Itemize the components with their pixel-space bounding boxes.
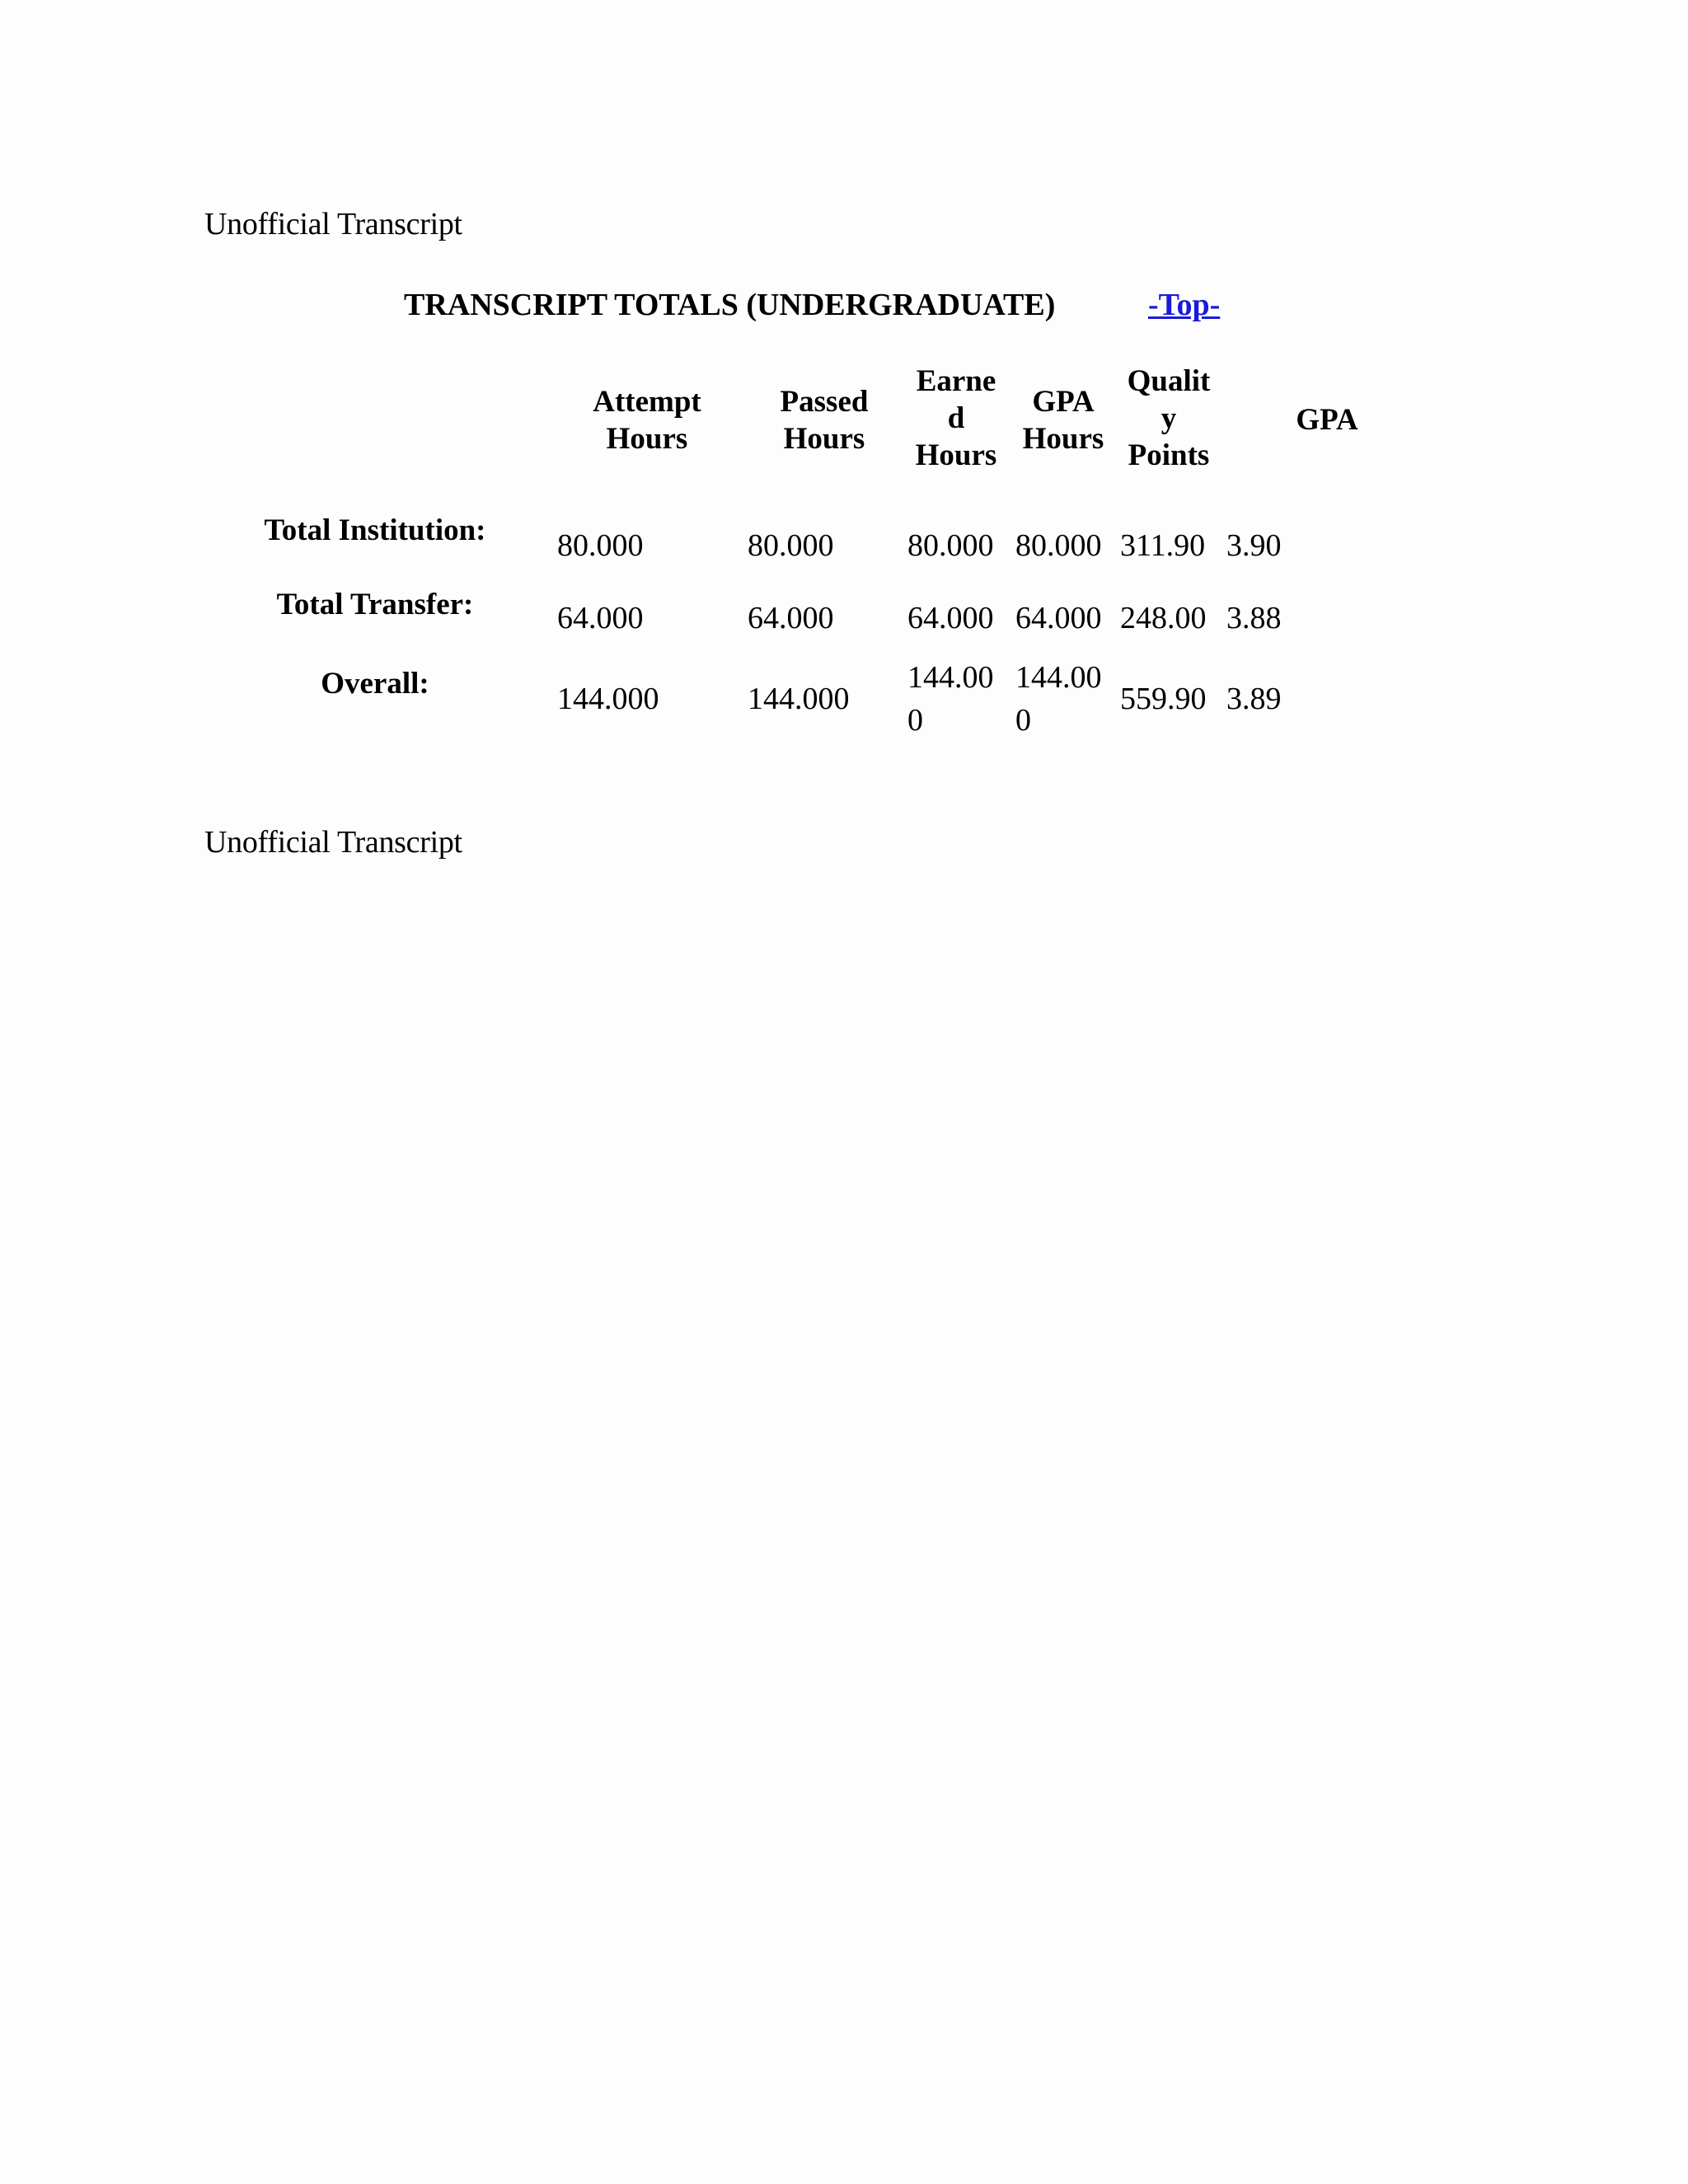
cell-line: 144.00 [907, 660, 994, 695]
top-link[interactable]: -Top- [1148, 288, 1221, 322]
column-header-gpa-hours [1014, 383, 1113, 457]
cell-line: 144.00 [1015, 660, 1102, 695]
cell-gpa-hours: 80.000 [1015, 528, 1102, 563]
cell-gpa: 3.88 [1226, 601, 1282, 635]
column-header-line: Hours [1022, 422, 1104, 456]
cell-earned-hours: 64.000 [907, 601, 994, 635]
column-header-line: Hours [606, 422, 688, 456]
cell-quality-points: 311.90 [1120, 528, 1206, 563]
row-label-total-institution: Total Institution: [264, 513, 486, 547]
row-label-overall: Overall: [321, 667, 429, 701]
column-header-line: Qualit [1127, 364, 1211, 398]
cell-attempt-hours: 80.000 [557, 528, 644, 563]
column-header-earned-hours [907, 363, 1006, 474]
cell-gpa-hours: 64.000 [1015, 601, 1102, 635]
cell-quality-points: 248.00 [1120, 601, 1207, 635]
page-header: Unofficial Transcript [204, 207, 462, 241]
cell-attempt-hours: 144.000 [557, 682, 659, 716]
cell-gpa: 3.89 [1226, 682, 1282, 716]
column-header-line: Passed [780, 385, 869, 419]
column-header-line: Hours [915, 438, 997, 472]
cell-attempt-hours: 64.000 [557, 601, 644, 635]
cell-quality-points: 559.90 [1120, 682, 1207, 716]
column-header-attempt-hours [577, 383, 717, 457]
column-header-line: Points [1128, 438, 1210, 472]
cell-passed-hours: 80.000 [748, 528, 834, 563]
column-header-passed-hours [758, 383, 890, 457]
column-header-line: Earne [916, 364, 996, 398]
cell-line: 0 [907, 703, 923, 738]
column-header-line: Attempt [593, 385, 701, 419]
page-footer: Unofficial Transcript [204, 825, 462, 860]
column-header-quality-points [1119, 363, 1218, 474]
cell-line: 0 [1015, 703, 1031, 738]
cell-gpa-hours [1015, 656, 1102, 742]
column-header-line: GPA [1032, 385, 1095, 419]
section-title: TRANSCRIPT TOTALS (UNDERGRADUATE) [404, 288, 1056, 322]
column-header-line: d [947, 401, 965, 435]
column-header-line: y [1160, 401, 1177, 435]
cell-passed-hours: 144.000 [748, 682, 850, 716]
cell-passed-hours: 64.000 [748, 601, 834, 635]
cell-gpa: 3.90 [1226, 528, 1282, 563]
column-header-line: Hours [783, 422, 865, 456]
cell-earned-hours [907, 656, 994, 742]
column-header-line: GPA [1296, 403, 1358, 437]
cell-earned-hours: 80.000 [907, 528, 994, 563]
column-header-gpa [1278, 401, 1376, 438]
row-label-total-transfer: Total Transfer: [276, 588, 474, 621]
